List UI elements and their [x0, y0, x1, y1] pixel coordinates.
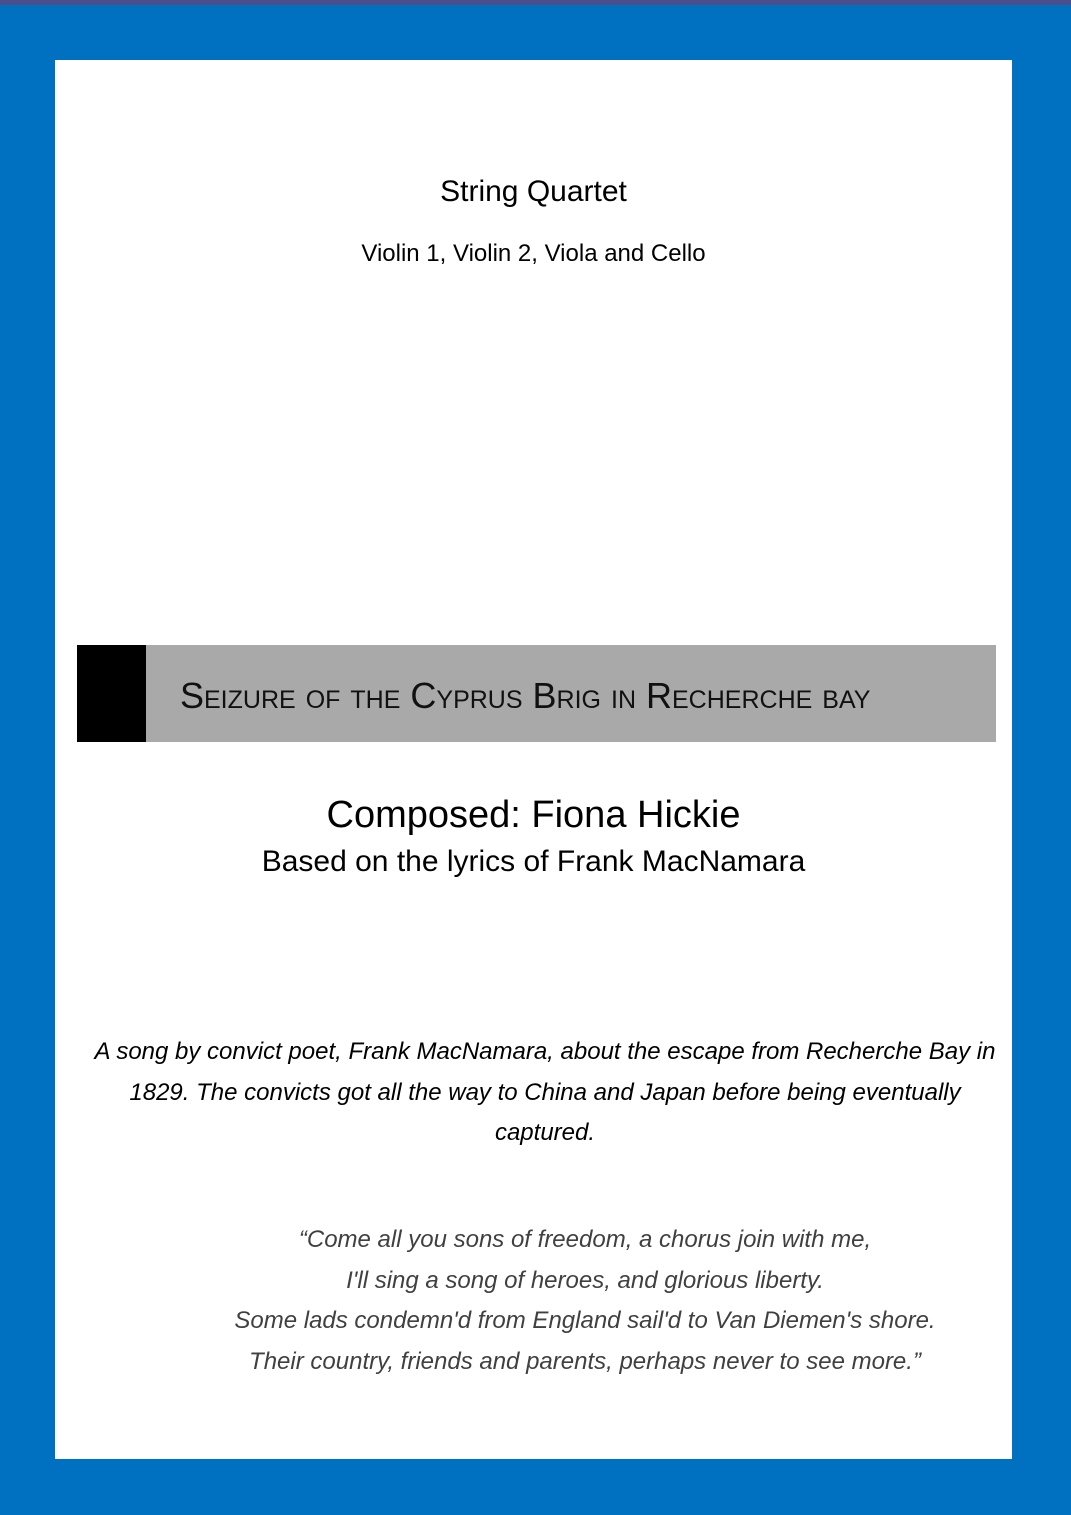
quote-line: Their country, friends and parents, perhaps never to see more.”	[249, 1347, 921, 1375]
piece-description: A song by convict poet, Frank MacNamara, about the escape from Recherche Bay in 1829. The convicts got all the way to China and Japan before being eventually captured.	[94, 1038, 996, 1146]
lyric-quote	[155, 1220, 1015, 1382]
quote-line: I'll sing a song of heroes, and glorious liberty.	[346, 1266, 824, 1294]
quote-line: Some lads condemn'd from England sail'd to Van Diemen's shore.	[234, 1307, 936, 1334]
document-page	[55, 60, 1012, 1459]
top-accent-strip	[0, 0, 1071, 5]
title-accent-block	[77, 645, 146, 742]
ensemble-heading: String Quartet	[440, 175, 627, 208]
lyricist-credit: Based on the lyrics of Frank MacNamara	[261, 845, 806, 878]
title-bar	[77, 645, 996, 742]
composer-credit: Composed: Fiona Hickie	[326, 794, 741, 836]
instrument-list: Violin 1, Violin 2, Viola and Cello	[361, 240, 706, 267]
quote-line: “Come all you sons of freedom, a chorus join with me,	[298, 1226, 872, 1253]
piece-title: Seizure of the Cyprus Brig in Recherche bay	[180, 675, 871, 716]
